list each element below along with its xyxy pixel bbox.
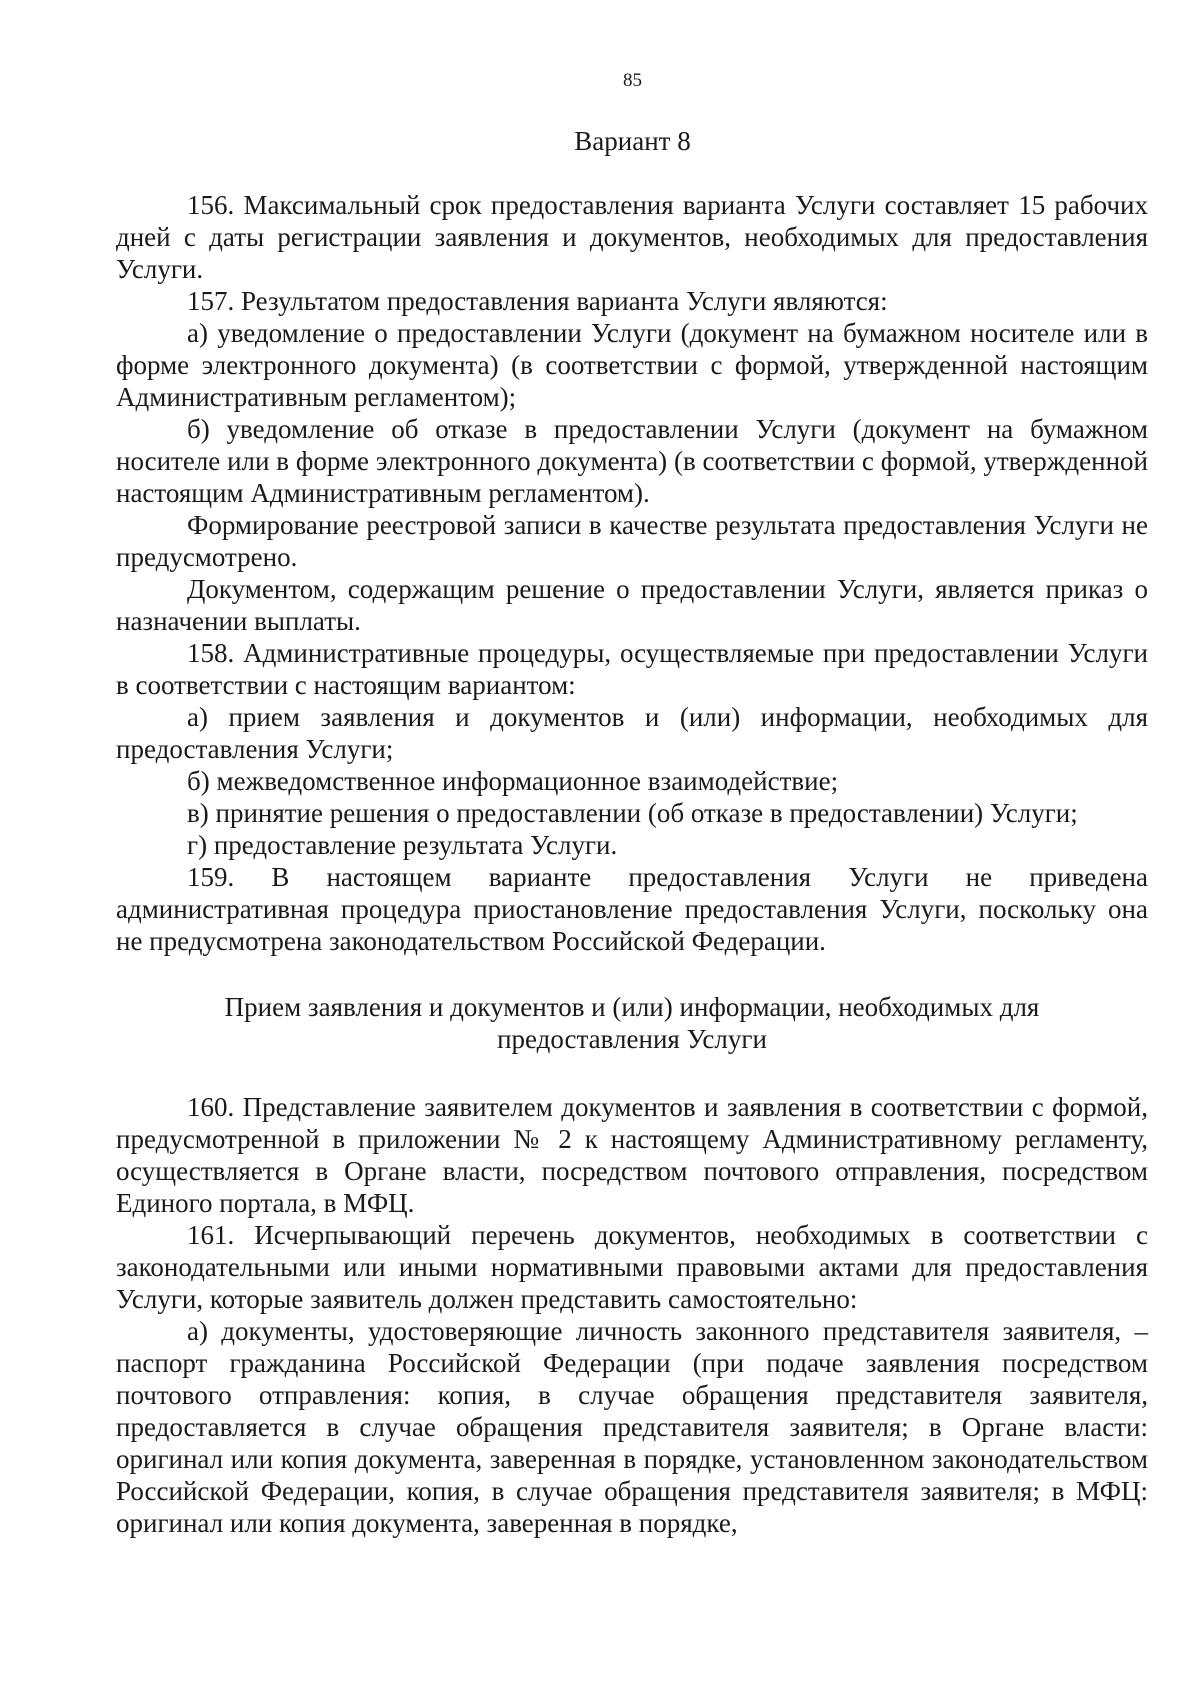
paragraph-160: 160. Представление заявителем документов и заявления в соответствии с формой, предусмотренной в приложении № 2 к настоящему Административному регламенту, осуществляется в Органе власти, посредством почтового отправления, посредством Единого портала, в МФЦ. xyxy=(116,1092,1148,1218)
paragraph-registry-note: Формирование реестровой записи в качестве результата предоставления Услуги не предусмотрено. xyxy=(116,510,1148,572)
document-body xyxy=(116,189,1148,1539)
paragraph-161: 161. Исчерпывающий перечень документов, необходимых в соответствии с законодательными или иными нормативными правовыми актами для предоставления Услуги, которые заявитель должен представить самостоятельно: xyxy=(116,1220,1148,1314)
paragraph-158: 158. Административные процедуры, осуществляемые при предоставлении Услуги в соответствии с настоящим вариантом: xyxy=(116,638,1148,700)
page-number: 85 xyxy=(623,70,642,91)
variant-title: Вариант 8 xyxy=(574,126,691,156)
paragraph-158-a: а) прием заявления и документов и (или) информации, необходимых для предоставления Услуги; xyxy=(116,702,1148,764)
paragraph-158-g: г) предоставление результата Услуги. xyxy=(187,830,618,860)
paragraph-161-a: а) документы, удостоверяющие личность законного представителя заявителя, – паспорт гражданина Российской Федерации (при подаче заявления посредством почтового отправления: копия, в случае обращения представителя заявителя, предоставляется в случае обращения представителя заявителя; в Органе власти: оригинал или копия документа, заверенная в порядке, установленном законодательством Российской Федерации, копия, в случае обращения представителя заявителя; в МФЦ: оригинал или копия документа, заверенная в порядке, xyxy=(116,1316,1148,1538)
paragraph-158-v: в) принятие решения о предоставлении (об отказе в предоставлении) Услуги; xyxy=(187,798,1078,828)
paragraph-157-b: б) уведомление об отказе в предоставлении Услуги (документ на бумажном носителе или в форме электронного документа) (в соответствии с формой, утвержденной настоящим Административным регламентом). xyxy=(116,414,1148,508)
paragraph-157: 157. Результатом предоставления варианта Услуги являются: xyxy=(187,286,888,316)
section-heading: Прием заявления и документов и (или) информации, необходимых для предоставления Услуги xyxy=(224,992,1040,1054)
paragraph-157-a: а) уведомление о предоставлении Услуги (документ на бумажном носителе или в форме электронного документа) (в соответствии с формой, утвержденной настоящим Административным регламентом); xyxy=(116,318,1148,412)
paragraph-158-b: б) межведомственное информационное взаимодействие; xyxy=(187,766,839,796)
paragraph-156: 156. Максимальный срок предоставления варианта Услуги составляет 15 рабочих дней с даты регистрации заявления и документов, необходимых для предоставления Услуги. xyxy=(116,190,1148,284)
paragraph-159: 159. В настоящем варианте предоставления Услуги не приведена административная процедура приостановление предоставления Услуги, поскольку она не предусмотрена законодательством Российской Федерации. xyxy=(116,862,1148,956)
paragraph-decision-document: Документом, содержащим решение о предоставлении Услуги, является приказ о назначении выплаты. xyxy=(116,574,1148,636)
